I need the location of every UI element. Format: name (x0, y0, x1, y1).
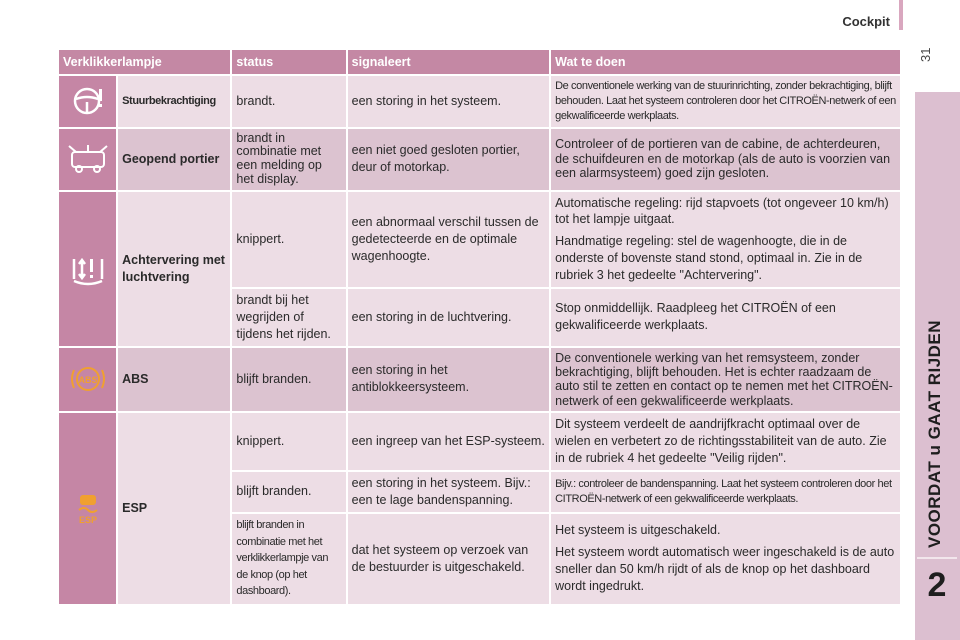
side-divider (917, 557, 957, 559)
action-cell (551, 192, 900, 287)
signal-cell: een ingreep van het ESP-systeem. (348, 413, 549, 470)
action-paragraph: Het systeem wordt automatisch weer ingeschakeld is de auto sneller dan 50 km/h rijdt of als de knop op het dashboard wordt ingedrukt. (555, 545, 895, 594)
status-cell: knippert. (232, 192, 345, 287)
abs-icon-label: ABS (78, 375, 98, 386)
action-cell: Dit systeem verdeelt de aandrijfkracht optimaal over de wielen en verbetert zo de richtingsstabiliteit van de auto. Zie in de rubriek 4 het gedeelte "Veilig rijden". (551, 413, 900, 470)
action-cell: De conventionele werking van de stuurinrichting, zonder bekrachtiging, blijft behouden. Laat het systeem controleren door het CITROËN-netwerk of een gekwalificeerde werkplaats. (551, 76, 900, 127)
status-cell: knippert. (232, 413, 345, 470)
warning-lights-table (57, 48, 902, 606)
column-header: Verklikkerlampje (59, 50, 230, 74)
signal-cell: een abnormaal verschil tussen de gedetecteerde en de optimale wagenhoogte. (348, 192, 549, 287)
header-accent-bar (899, 0, 903, 30)
light-name: Stuurbekrachtiging (118, 76, 230, 127)
action-cell (551, 514, 900, 604)
light-name: Geopend portier (118, 129, 230, 190)
table-row (59, 348, 900, 412)
steering-warning-icon (59, 76, 116, 127)
esp-icon (59, 413, 116, 604)
air-suspension-icon (59, 192, 116, 346)
signal-cell: dat het systeem op verzoek van de bestuurder is uitgeschakeld. (348, 514, 549, 604)
table-row (59, 129, 900, 190)
page-number: 31 (918, 47, 933, 62)
status-cell: blijft branden. (232, 348, 345, 412)
status-cell: brandt. (232, 76, 345, 127)
signal-cell: een storing in het systeem. (348, 76, 549, 127)
action-cell: Controleer of de portieren van de cabine, de achterdeuren, de schuifdeuren en de motorkap (als de auto is voorzien van een alarmsysteem) goed zijn gesloten. (551, 129, 900, 190)
status-cell: brandt bij het wegrijden of tijdens het rijden. (232, 289, 345, 346)
column-header: status (232, 50, 345, 74)
action-paragraph: Het systeem is uitgeschakeld. (555, 523, 721, 538)
table-row (59, 192, 900, 287)
column-header: Wat te doen (551, 50, 900, 74)
action-cell: De conventionele werking van het remsysteem, zonder bekrachtiging, blijft behouden. Het is echter raadzaam de auto stil te zetten en contact op te nemen met het CITROËN-netwerk of een gekwalificeerde werkplaats. (551, 348, 900, 412)
signal-cell: een niet goed gesloten portier, deur of motorkap. (348, 129, 549, 190)
light-name: ESP (118, 413, 230, 604)
status-cell: brandt in combinatie met een melding op het display. (232, 129, 345, 190)
abs-icon (59, 348, 116, 412)
signal-cell: een storing in het systeem. Bijv.: een te lage bandenspanning. (348, 472, 549, 512)
action-paragraph: Handmatige regeling: stel de wagenhoogte, die in de onderste of bovenste stand stond, optimaal in. Zie in de rubriek 3 het gedeelte "Achtervering". (555, 234, 863, 283)
light-name: ABS (118, 348, 230, 412)
action-cell: Stop onmiddellijk. Raadpleeg het CITROËN of een gekwalificeerde werkplaats. (551, 289, 900, 346)
column-header: signaleert (348, 50, 549, 74)
table-row (59, 76, 900, 127)
table-header-row (59, 50, 900, 74)
action-paragraph: Automatische regeling: rijd stapvoets (tot ongeveer 10 km/h) tot het lampje uitgaat. (555, 195, 889, 227)
table-row (59, 413, 900, 470)
action-cell: Bijv.: controleer de bandenspanning. Laat het systeem controleren door het CITROËN-netwerk of een gekwalificeerde werkplaats. (551, 472, 900, 512)
chapter-number: 2 (927, 566, 947, 604)
signal-cell: een storing in het antiblokkeersysteem. (348, 348, 549, 412)
status-cell: blijft branden. (232, 472, 345, 512)
light-name: Achtervering met luchtvering (118, 192, 230, 346)
section-label: VOORDAT u GAAT RIJDEN (925, 319, 944, 548)
door-open-icon (59, 129, 116, 190)
page-header-title: Cockpit (842, 14, 890, 29)
signal-cell: een storing in de luchtvering. (348, 289, 549, 346)
esp-icon-label: ESP (78, 515, 97, 526)
status-cell: blijft branden in combinatie met het verklikkerlampje van de knop (op het dashboard). (232, 514, 345, 604)
